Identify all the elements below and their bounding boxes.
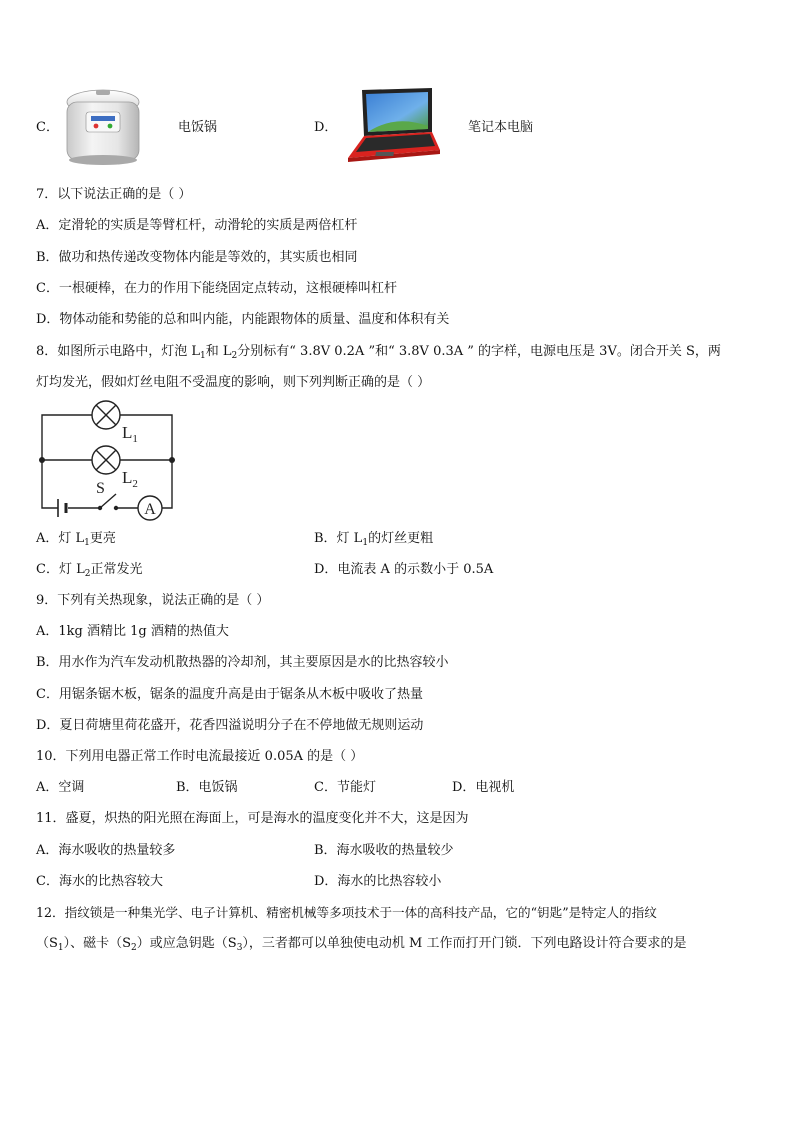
q10-option-a: A．空调 (36, 780, 85, 795)
q6-option-c-letter: C． (36, 120, 59, 135)
q9-option-d: D．夏日荷塘里荷花盛开，花香四溢说明分子在不停地做无规则运动 (36, 718, 424, 733)
l2-label: L (122, 468, 133, 487)
q11-option-c: C．海水的比热容较大 (36, 874, 163, 889)
q11-option-d: D．海水的比热容较小 (314, 874, 442, 889)
lamp-l1-symbol (92, 401, 120, 429)
switch-label: S (96, 480, 105, 497)
q6-option-c-label: 电饭锅 (178, 120, 218, 135)
q8-option-c: C．灯 $L_2$正常发光 (36, 562, 143, 579)
q9-stem: 9．下列有关热现象，说法正确的是（ ） (36, 593, 270, 608)
q9-option-b: B．用水作为汽车发动机散热器的冷却剂，其主要原因是水的比热容较小 (36, 655, 449, 670)
q12-stem-line1: 12．指纹锁是一种集光学、电子计算机、精密机械等多项技术于一体的高科技产品，它的“钥匙”是特定人的指纹 (36, 905, 657, 920)
q11-stem: 11．盛夏，炽热的阳光照在海面上，可是海水的温度变化并不大，这是因为 (36, 811, 469, 826)
lamp-l2-symbol (92, 446, 120, 474)
q8-option-b: B．灯 $L_1$的灯丝更粗 (314, 531, 434, 548)
q11-option-b: B．海水吸收的热量较少 (314, 843, 454, 858)
q8-option-a: A．灯 $L_1$更亮 (36, 531, 116, 548)
q6-option-d-label: 笔记本电脑 (468, 120, 534, 135)
q8-circuit-diagram (34, 398, 184, 524)
q7-stem: 7．以下说法正确的是（ ） (36, 187, 192, 202)
rice-cooker-image (58, 82, 148, 172)
svg-text:L2: $L_2$ (122, 468, 138, 490)
svg-text:L1: $L_1$ (122, 423, 138, 445)
q6-option-d-letter: D． (314, 120, 338, 135)
q9-option-c: C．用锯条锯木板，锯条的温度升高是由于锯条从木板中吸收了热量 (36, 687, 423, 702)
q10-option-b: B．电饭锅 (176, 780, 238, 795)
q7-option-b: B．做功和热传递改变物体内能是等效的，其实质也相同 (36, 250, 358, 265)
l1-label: L (122, 423, 133, 442)
q12-stem-line2: $(S_1)$、磁卡$(S_2)$或应急钥匙$(S_3)$，三者都可以单独使电动机 M 工作而打开门锁．下列电路设计符合要求的是 (36, 936, 687, 953)
q7-option-a: A．定滑轮的实质是等臂杠杆，动滑轮的实质是两倍杠杆 (36, 218, 358, 233)
q8-stem-line1: 8．如图所示电路中，灯泡 $L_1$和 $L_2$分别标有“ 3.8V 0.2A ”和“ 3.8V 0.3A ” 的字样，电源电压是 3V。闭合开关 S，两 (36, 344, 721, 361)
q8-option-d: D．电流表 A 的示数小于 0.5A (314, 562, 494, 577)
q10-option-c: C．节能灯 (314, 780, 376, 795)
q10-option-d: D．电视机 (452, 780, 515, 795)
q7-option-d: D．物体动能和势能的总和叫内能，内能跟物体的质量、温度和体积有关 (36, 312, 450, 327)
q7-option-c: C．一根硬棒，在力的作用下能绕固定点转动，这根硬棒叫杠杆 (36, 281, 397, 296)
q11-option-a: A．海水吸收的热量较多 (36, 843, 176, 858)
ammeter-label: A (144, 501, 156, 518)
q9-option-a: A．1kg 酒精比 1g 酒精的热值大 (36, 624, 229, 639)
q10-stem: 10．下列用电器正常工作时电流最接近 0.05A 的是（ ） (36, 749, 364, 764)
q8-stem-line2: 灯均发光，假如灯丝电阻不受温度的影响，则下列判断正确的是（ ） (36, 375, 431, 390)
laptop-image (340, 84, 444, 170)
